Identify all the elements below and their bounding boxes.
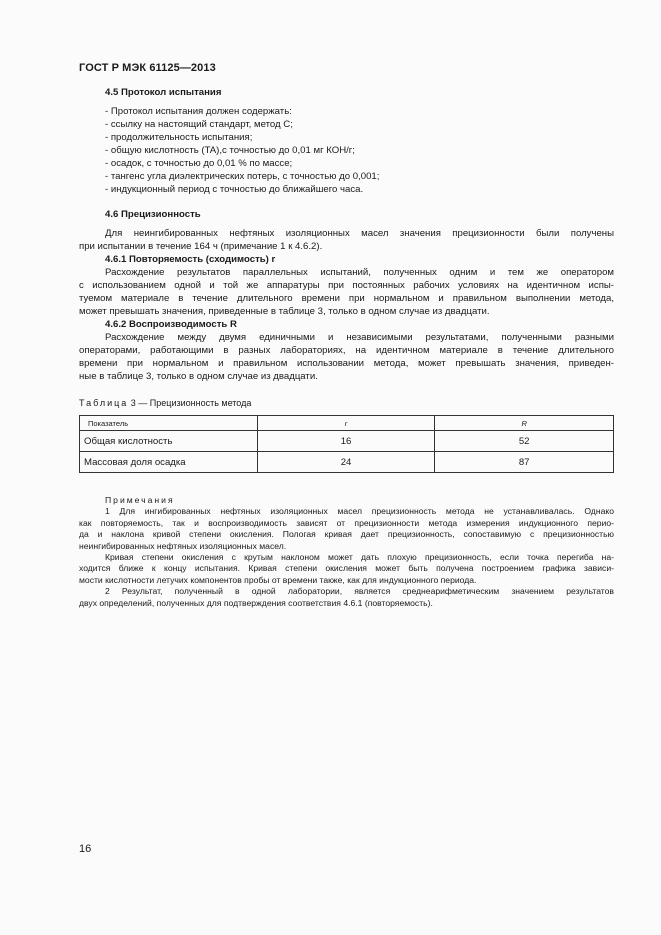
table-cell: 52 — [435, 431, 614, 452]
page-number: 16 — [79, 843, 92, 855]
list-item: - индукционный период с точностью до ближайшего часа. — [105, 184, 364, 195]
paragraph-line: времени при нормальном и правильном использовании метода, может превышать значения, приведен- — [79, 358, 614, 369]
list-item: - ссылку на настоящий стандарт, метод C; — [105, 119, 293, 130]
section-4-5-heading: 4.5 Протокол испытания — [105, 87, 222, 98]
paragraph-line: ные в таблице 3, только в одном случае из двадцати. — [79, 371, 318, 382]
section-4-5-list — [79, 105, 614, 196]
section-4-6-heading: 4.6 Прецизионность — [105, 209, 201, 220]
list-item: - тангенс угла диэлектрических потерь, с точностью до 0,001; — [105, 171, 380, 182]
note-line: мости кислотности летучих компонентов пробы от времени также, как для индукционного периода. — [79, 574, 477, 585]
list-item: - продолжительность испытания; — [105, 132, 253, 143]
table-row — [80, 431, 614, 452]
table-cell: 87 — [435, 452, 614, 473]
document-header: ГОСТ Р МЭК 61125—2013 — [79, 62, 216, 74]
paragraph-line: Расхождение между двумя единичными и независимыми результатами, полученными разными — [105, 332, 614, 343]
note-line: ходится ближе к концу испытания. Кривая степени окисления может быть получена построением графика зависи- — [79, 563, 614, 574]
table-cell: Массовая доля осадка — [80, 452, 258, 473]
table-caption-rest: 3 — Прецизионность метода — [128, 398, 252, 408]
section-4-6-2-heading: 4.6.2 Воспроизводимость R — [105, 319, 237, 330]
table-row — [80, 452, 614, 473]
table-caption-prefix: Таблица — [79, 398, 129, 408]
note-line: 1 Для ингибированных нефтяных изоляционных масел прецизионность метода не устанавливалась. Однако — [105, 506, 614, 517]
note-line: Кривая степени окисления с крутым наклоном может дать плохую прецизионность, если точка перегиба на- — [105, 552, 614, 563]
paragraph-line: туемом материале в течение длительного времени при нормальном и правильном выполнении метода, — [79, 293, 614, 304]
paragraph-line: может превышать значения, приведенные в таблице 3, только в одном случае из двадцати. — [79, 306, 490, 317]
table-cell: Общая кислотность — [80, 431, 258, 452]
paragraph-line: операторами, работающими в разных лабораториях, на идентичном материале в течение длительного — [79, 345, 614, 356]
paragraph-line: Расхождение результатов параллельных испытаний, полученных одним и тем же оператором — [105, 267, 614, 278]
note-line: да и наклона кривой степени окисления. Пологая кривая дает прецизионность, сопоставимую с прецизионностью — [79, 529, 614, 540]
table-cell: 24 — [257, 452, 435, 473]
list-item: - осадок, с точностью до 0,01 % по массе; — [105, 158, 293, 169]
column-header: Показатель — [80, 416, 258, 431]
note-line: двух определений, полученных для подтверждения соответствия 4.6.1 (повторяемость). — [79, 597, 433, 608]
list-item: - Протокол испытания должен содержать: — [105, 106, 292, 117]
note-line: неингибированных нефтяных изоляционных масел. — [79, 540, 287, 551]
column-header: r — [257, 416, 435, 431]
section-4-6-1-heading: 4.6.1 Повторяемость (сходимость) r — [105, 254, 276, 265]
paragraph-line: Для неингибированных нефтяных изоляционных масел значения прецизионности были получены — [105, 228, 614, 239]
table-cell: 16 — [257, 431, 435, 452]
note-line: как повторяемость, так и воспроизводимость зависят от прецизионности метода измерения индукционного перио- — [79, 517, 614, 528]
note-line: 2 Результат, полученный в одной лаборатории, является среднеарифметическим значением результатов — [105, 586, 614, 597]
column-header: R — [435, 416, 614, 431]
paragraph-line: с использованием одной и той же аппаратуры при постоянных рабочих условиях на идентичном испы- — [79, 280, 614, 291]
notes-block — [79, 495, 614, 609]
table-header-row — [80, 416, 614, 431]
paragraph-line: при испытании в течение 164 ч (примечание 1 к 4.6.2). — [79, 241, 323, 252]
document-body — [79, 86, 614, 609]
precision-table — [79, 415, 614, 473]
table-caption — [79, 397, 614, 410]
notes-heading: Примечания — [105, 495, 175, 505]
list-item: - общую кислотность (TA),с точностью до 0,01 мг КОН/г; — [105, 145, 355, 156]
